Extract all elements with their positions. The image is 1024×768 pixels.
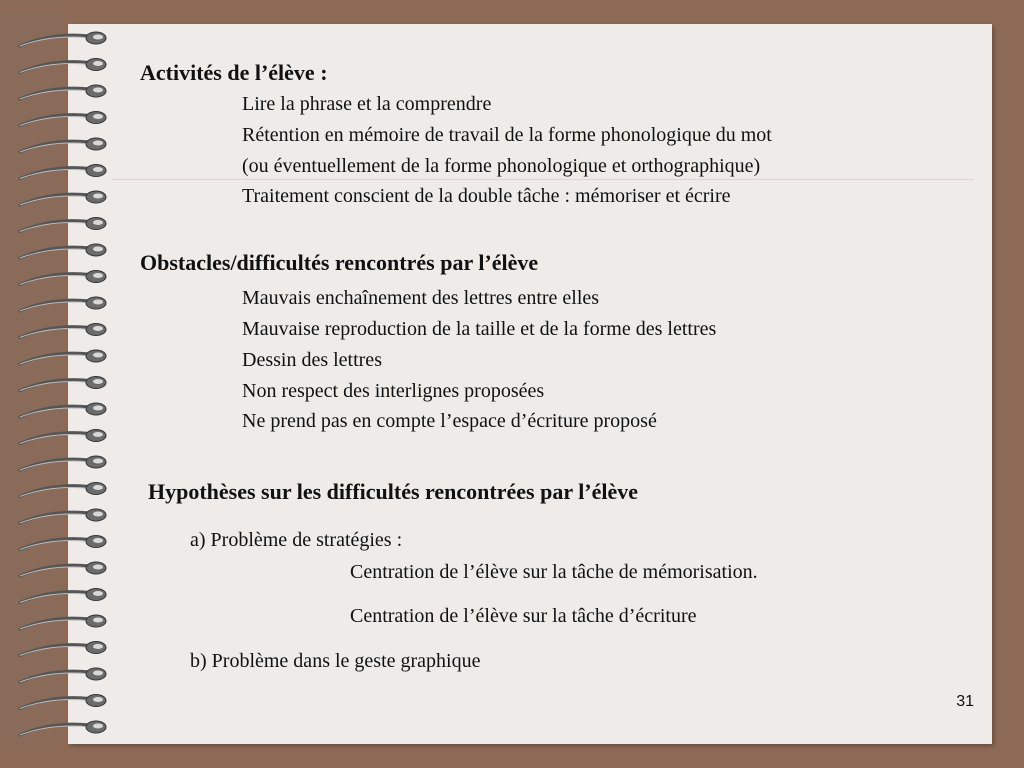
activites-item: Lire la phrase et la comprendre (242, 93, 492, 115)
hypotheses-item-b: b) Problème dans le geste graphique (190, 650, 481, 672)
activites-heading: Activités de l’élève : (140, 60, 328, 85)
obstacles-heading: Obstacles/difficultés rencontrés par l’élève (140, 250, 539, 275)
slide-number: 31 (956, 693, 974, 710)
activites-item: Traitement conscient de la double tâche : mémoriser et écrire (242, 185, 731, 207)
hypotheses-sub-item: Centration de l’élève sur la tâche de mémorisation. (350, 561, 758, 583)
spiral-binding-icon (12, 28, 122, 748)
obstacles-item: Dessin des lettres (242, 349, 382, 371)
obstacles-item: Mauvaise reproduction de la taille et de la forme des lettres (242, 318, 717, 340)
obstacles-item: Mauvais enchaînement des lettres entre elles (242, 287, 600, 309)
obstacles-item: Non respect des interlignes proposées (242, 380, 545, 402)
activites-item: Rétention en mémoire de travail de la forme phonologique du mot (242, 124, 772, 146)
hypotheses-item-a: a) Problème de stratégies : (190, 529, 403, 551)
activites-item: (ou éventuellement de la forme phonologique et orthographique) (242, 155, 761, 177)
ruled-line (112, 179, 974, 180)
obstacles-item: Ne prend pas en compte l’espace d’écriture proposé (242, 410, 657, 432)
hypotheses-heading: Hypothèses sur les difficultés rencontrées par l’élève (148, 479, 639, 504)
hypotheses-sub-item: Centration de l’élève sur la tâche d’écriture (350, 605, 697, 627)
